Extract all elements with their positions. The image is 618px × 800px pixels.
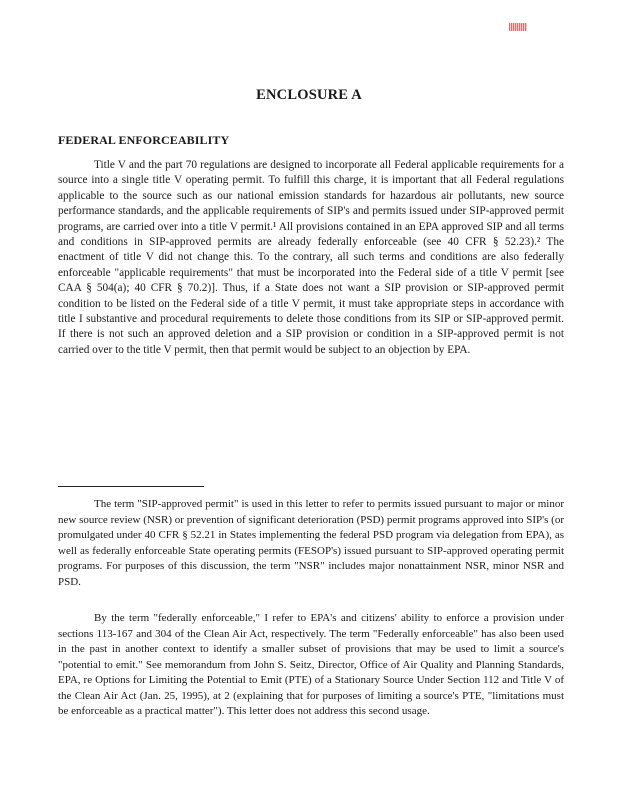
stamp-mark: [509, 23, 527, 31]
footnote-divider: [58, 486, 204, 487]
footnote-2: By the term "federally enforceable," I refer to EPA's and citizens' ability to enforce a provision under sections 113-167 and 304 of the Clean Air Act, respectively. The term "Federally enforceable" has also been used in the past in another context to identify a smaller subset of provisions that may be used to limit a source's "potential to emit." See memorandum from John S. Seitz, Director, Office of Air Quality and Planning Standards, EPA, re Options for Limiting the Potential to Emit (PTE) of a Stationary Source Under Section 112 and Title V of the Clean Air Act (Jan. 25, 1995), at 2 (explaining that for purposes of limiting a source's PTE, "limitations must be enforceable as a practical matter"). This letter does not address this second usage.: [58, 612, 564, 717]
section-heading: FEDERAL ENFORCEABILITY: [58, 133, 230, 147]
document-title: ENCLOSURE A: [256, 87, 362, 103]
body-paragraph: Title V and the part 70 regulations are designed to incorporate all Federal applicable requirements for a source into a single title V operating permit. To fulfill this charge, it is important that all Federal regulations applicable to the source such as our national emission standards for hazardous air pollutants, new source performance standards, and the applicable requirements of SIP's and permits issued under SIP-approved permit programs, are carried over into a title V permit.¹ All provisions contained in an EPA approved SIP and all terms and conditions in SIP-approved permits are already federally enforceable (see 40 CFR § 52.23).² The enactment of title V did not change this. To the contrary, all such terms and conditions are also federally enforceable "applicable requirements" that must be incorporated into the Federal side of a title V permit [see CAA § 504(a); 40 CFR § 70.2)]. Thus, if a State does not want a SIP provision or SIP-approved permit condition to be listed on the Federal side of a title V permit, it must take appropriate steps in accordance with title I substantive and procedural requirements to delete those conditions from its SIP or SIP-approved permit. If there is not such an approved deletion and a SIP provision or condition in a SIP-approved permit is not carried over to the title V permit, then that permit would be subject to an objection by EPA.: [58, 159, 564, 356]
footnote-1: The term "SIP-approved permit" is used in this letter to refer to permits issued pursuant to major or minor new source review (NSR) or prevention of significant deterioration (PSD) permit programs approved into SIP's (or promulgated under 40 CFR § 52.21 in States implementing the federal PSD program via delegation from EPA), as well as federally enforceable State operating permits (FESOP's) issued pursuant to SIP-approved operating permit programs. For purposes of this discussion, the term "NSR" includes major nonattainment NSR, minor NSR and PSD.: [58, 498, 564, 588]
